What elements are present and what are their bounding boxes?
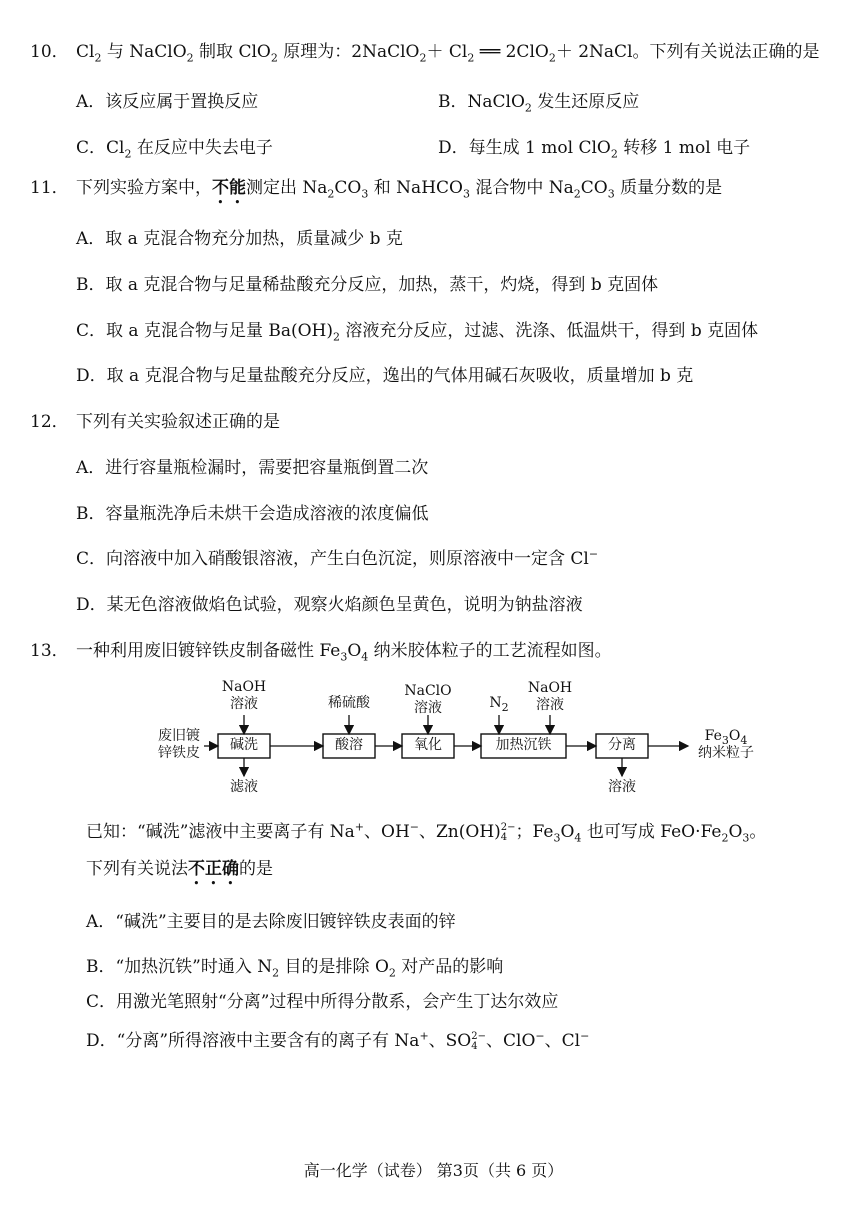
input-naclo: NaClO 溶液: [404, 683, 452, 716]
option-a: A．该反应属于置换反应: [76, 92, 259, 112]
input-naoh-1: NaOH 溶液: [221, 679, 267, 712]
question-number: 12．: [30, 412, 69, 432]
step-alkali-wash: 碱洗: [230, 737, 258, 753]
question-number: 13．: [30, 641, 69, 661]
step-oxidize: 氧化: [414, 737, 442, 753]
option-d: D．取 a 克混合物与足量盐酸充分反应，逸出的气体用碱石灰吸收，质量增加 b 克: [76, 366, 694, 386]
process-flow-diagram: [150, 677, 770, 807]
option-c: C．取 a 克混合物与足量 $Ba(OH)_2$ 溶液充分反应，过滤、洗涤、低温烘干，得到 b 克固体: [76, 321, 759, 344]
option-b: B．容量瓶洗净后未烘干会造成溶液的浓度偏低: [76, 504, 429, 524]
option-d: D．某无色溶液做焰色试验，观察火焰颜色呈黄色，说明为钠盐溶液: [76, 595, 583, 615]
page-footer: 高一化学（试卷） 第3页（共 6 页）: [303, 1161, 564, 1180]
output-filtrate: 滤液: [230, 779, 258, 795]
question-stem: 下列有关实验叙述正确的是: [76, 412, 280, 432]
product-label: $Fe_3O_4$ 纳米粒子: [698, 728, 754, 761]
option-a: A．“碱洗”主要目的是去除废旧镀锌铁皮表面的锌: [86, 912, 456, 932]
option-b: B．“加热沉铁”时通入 $N_2$ 目的是排除 $O_2$ 对产品的影响: [86, 957, 504, 980]
emphasis-text: 不能: [212, 178, 246, 198]
option-c: C．$Cl_2$ 在反应中失去电子: [76, 138, 273, 161]
known-info: 已知：“碱洗”滤液中主要离子有 Na+、OH−、Zn(OH) 2− 4 ；$Fe_3O_4$ 也可写成 $FeO\cdot Fe_2O_3$。: [86, 820, 767, 845]
question-number: 10．: [30, 42, 69, 62]
option-b: B．取 a 克混合物与足量稀盐酸充分反应，加热，蒸干，灼烧，得到 b 克固体: [76, 275, 659, 295]
question-stem: 下列实验方案中，不能测定出 $Na_2CO_3$ 和 NaHCO$_3$ 混合物中 $Na_2CO_3$ 质量分数的是: [76, 178, 723, 201]
input-naoh-2: NaOH 溶液: [527, 680, 573, 713]
start-material-label: 废旧镀 锌铁皮: [158, 728, 200, 761]
question-stem: $Cl_2$ 与 NaClO$_2$ 制取 ClO$_2$ 原理为：2NaClO$_2$＋ $Cl_2$ ══ 2ClO$_2$＋ 2NaCl。下列有关说法正确的是: [76, 42, 820, 65]
step-acid-dissolve: 酸溶: [335, 737, 363, 753]
step-separate: 分离: [608, 737, 636, 753]
output-solution: 溶液: [608, 779, 636, 795]
option-a: A．进行容量瓶检漏时，需要把容量瓶倒置二次: [76, 458, 429, 478]
option-a: A．取 a 克混合物充分加热，质量减少 b 克: [76, 229, 403, 249]
option-c: C．向溶液中加入硝酸银溶液，产生白色沉淀，则原溶液中一定含 Cl−: [76, 547, 599, 569]
step-heat-precipitate: 加热沉铁: [495, 737, 552, 753]
option-c: C．用激光笔照射“分离”过程中所得分散系，会产生丁达尔效应: [86, 992, 559, 1012]
input-dilute-sulfuric: 稀硫酸: [328, 695, 370, 711]
question-stem: 一种利用废旧镀锌铁皮制备磁性 $Fe_3O_4$ 纳米胶体粒子的工艺流程如图。: [76, 641, 612, 664]
option-b: B．NaClO$_2$ 发生还原反应: [438, 92, 640, 115]
option-d: D．“分离”所得溶液中主要含有的离子有 Na+、SO 2− 4 、ClO−、Cl−: [86, 1029, 590, 1052]
emphasis-text: 不正确: [188, 859, 239, 879]
question-ask: 下列有关说法不正确的是: [86, 859, 273, 879]
question-number: 11．: [30, 178, 69, 198]
input-n2: $N_2$: [489, 695, 509, 714]
option-d: D．每生成 1 mol ClO$_2$ 转移 1 mol 电子: [438, 138, 751, 161]
